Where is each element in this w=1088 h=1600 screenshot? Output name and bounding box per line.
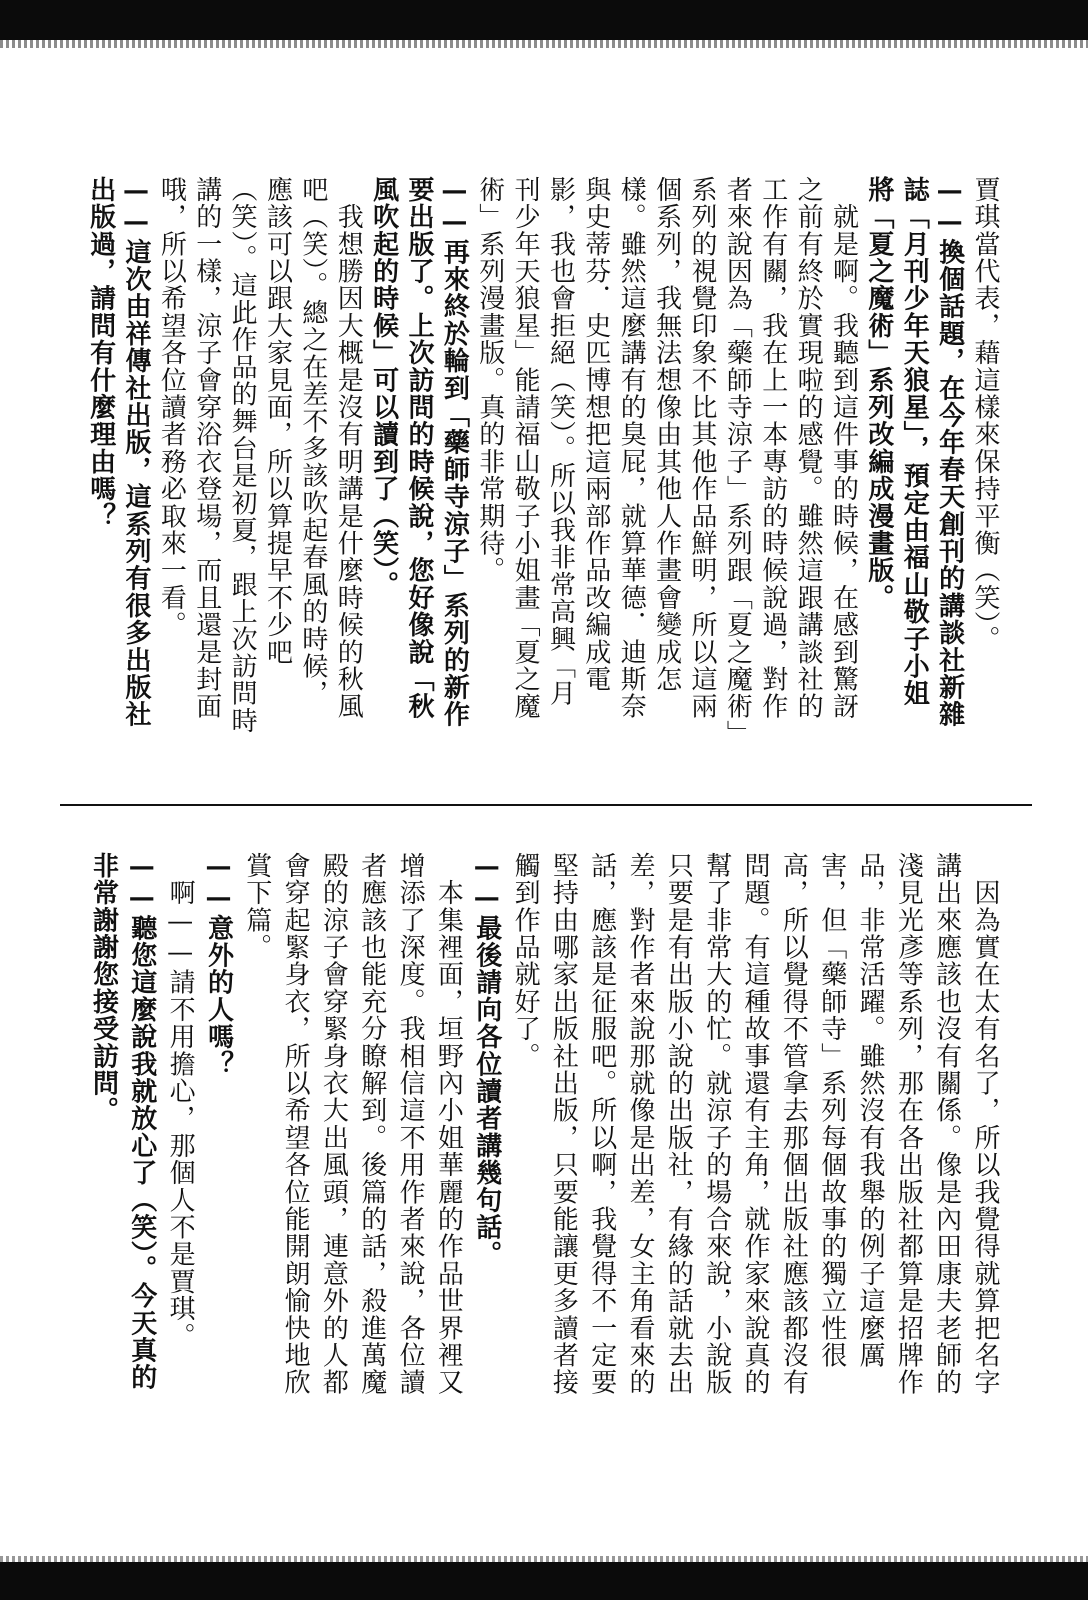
answer-text-line: 殿的涼子會穿緊身衣大出風頭，連意外的人都 xyxy=(318,852,349,1396)
interviewer-question-line: ——再來終於輪到「藥師寺涼子」系列的新作 xyxy=(439,176,470,728)
answer-text-line: 講出來應該也沒有關係。像是內田康夫老師的 xyxy=(931,852,962,1396)
answer-text-line: 只要是有出版小說的出版社，有緣的話就去出 xyxy=(663,852,694,1396)
answer-text-line: 與史蒂芬．史匹博想把這兩部作品改編成電 xyxy=(580,176,611,693)
answer-text-line: 差，對作者來說那就像是出差，女主角看來的 xyxy=(625,852,656,1396)
answer-text-line: 者來說因為「藥師寺涼子」系列跟「夏之魔術」 xyxy=(722,176,753,748)
answer-text-line: 應該可以跟大家見面，所以算提早不少吧 xyxy=(262,176,293,666)
answer-text-line: 講的一樣，涼子會穿浴衣登場，而且還是封面 xyxy=(191,176,222,720)
interviewer-question-line: 誌「月刊少年天狼星」，預定由福山敬子小姐 xyxy=(899,176,930,707)
answer-text-line: 刊少年天狼星」能請福山敬子小姐畫「夏之魔 xyxy=(510,176,541,720)
answer-text-line: 工作有關，我在上一本專訪的時候說過，對作 xyxy=(757,176,788,720)
answer-text-line: 問題。有這種故事還有主角，就作家來說真的 xyxy=(740,852,771,1396)
interview-section-bottom xyxy=(82,852,1002,1432)
interviewer-question-line: ——意外的人嗎？ xyxy=(203,852,234,1078)
interviewer-question-line: ——換個話題，在今年春天創刊的講談社新雜 xyxy=(934,176,965,728)
interviewer-question-line: ——最後請向各位讀者講幾句話。 xyxy=(471,852,502,1268)
answer-text-line: 高，所以覺得不管拿去那個出版社應該都沒有 xyxy=(778,852,809,1396)
interviewer-question-line: 出版過，請問有什麼理由嗎？ xyxy=(85,176,116,530)
answer-text-line: 就是啊。我聽到這件事的時候，在感到驚訝 xyxy=(828,176,859,720)
interviewer-question-line: ——聽您這麼說我就放心了（笑）。今天真的 xyxy=(126,852,157,1391)
answer-text-line: 之前有終於實現啦的感覺。雖然這跟講談社的 xyxy=(793,176,824,720)
interviewer-question-line: 非常謝謝您接受訪問。 xyxy=(88,852,119,1124)
answer-text-line: 哦，所以希望各位讀者務必取來一看。 xyxy=(156,176,187,639)
answer-text-line: 幫了非常大的忙。就涼子的場合來說，小說版 xyxy=(701,852,732,1396)
answer-text-line: 賞下篇。 xyxy=(241,852,272,961)
answer-text-line: 術」系列漫畫版。真的非常期待。 xyxy=(474,176,505,584)
answer-text-line: 堅持由哪家出版社出版，只要能讓更多讀者接 xyxy=(548,852,579,1396)
bottom-scan-band xyxy=(0,1562,1088,1600)
interviewer-question-line: 要出版了。上次訪問的時候說，您好像說「秋 xyxy=(404,176,434,720)
answer-text-line: （笑）。這此作品的舞台是初夏，跟上次訪問時 xyxy=(227,176,258,735)
answer-text-line: 影，我也會拒絕（笑）。所以我非常高興「月 xyxy=(545,176,576,707)
answer-text-line: 品，非常活躍。雖然沒有我舉的例子這麼厲 xyxy=(855,852,886,1369)
answer-text-line: 賈琪當代表，藉這樣來保持平衡（笑）。 xyxy=(970,176,1000,653)
interviewer-question-line: ——這次由祥傳社出版，這系列有很多出版社 xyxy=(121,176,151,728)
answer-text-line: 增添了深度。我相信這不用作者來說，各位讀 xyxy=(395,852,426,1396)
answer-text-line: 者應該也能充分瞭解到。後篇的話，殺進萬魔 xyxy=(356,852,387,1396)
answer-text-line: 淺見光彥等系列，那在各出版社都算是招牌作 xyxy=(893,852,924,1396)
answer-text-line: 樣。雖然這麼講有的臭屁，就算華德．迪斯奈 xyxy=(616,176,647,720)
answer-text-line: 本集裡面，垣野內小姐華麗的作品世界裡又 xyxy=(433,852,464,1396)
answer-text-line: 害，但「藥師寺」系列每個故事的獨立性很 xyxy=(816,852,847,1369)
answer-text-line: 因為實在太有名了，所以我覺得就算把名字 xyxy=(970,852,1000,1396)
answer-text-line: 啊——請不用擔心，那個人不是賈琪。 xyxy=(165,852,196,1350)
answer-text-line: 個系列，我無法想像由其他人作畫會變成怎 xyxy=(651,176,682,693)
answer-text-line: 會穿起緊身衣，所以希望各位能開朗愉快地欣 xyxy=(280,852,311,1396)
interviewer-question-line: 風吹起的時候」可以讀到了（笑）。 xyxy=(368,176,399,599)
answer-text-line: 話，應該是征服吧。所以啊，我覺得不一定要 xyxy=(586,852,617,1396)
interview-section-top xyxy=(82,176,1002,776)
interviewer-question-line: 將「夏之魔術」系列改編成漫畫版。 xyxy=(863,176,894,612)
answer-text-line: 吧（笑）。總之在差不多該吹起春風的時候， xyxy=(297,176,328,707)
answer-text-line: 觸到作品就好了。 xyxy=(510,852,541,1070)
answer-text-line: 系列的視覺印象不比其他作品鮮明，所以這兩 xyxy=(687,176,717,720)
section-divider xyxy=(60,804,1032,806)
answer-text-line: 我想勝因大概是沒有明講是什麼時候的秋風 xyxy=(333,176,364,720)
top-scan-band xyxy=(0,0,1088,40)
